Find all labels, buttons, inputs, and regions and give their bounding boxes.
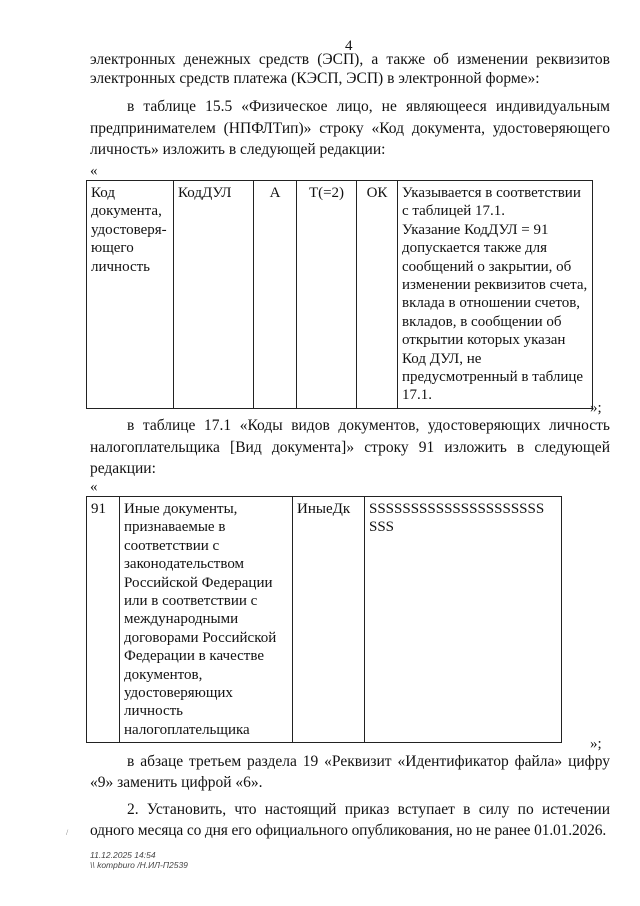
paragraph-continuation-line1: электронных денежных средств (ЭСП), а также об изменении реквизитов: [90, 51, 610, 68]
table-17-1-instruction-line3: редакции:: [90, 460, 156, 477]
closing-quote: »;: [590, 400, 602, 416]
table-15-5-instruction-line3: личность» изложить в следующей редакции:: [90, 141, 386, 158]
footer-timestamp: 11.12.2025 14:54: [90, 850, 156, 860]
closing-quote: »;: [590, 736, 602, 752]
table-15-5-instruction-line2: предпринимателем (НПФЛТип)» строку «Код документа, удостоверяющего: [90, 120, 610, 137]
paragraph-continuation-line2: электронных средств платежа (КЭСП, ЭСП) в электронной форме»:: [90, 70, 540, 87]
cell-document-name: Иные документы, признаваемые в соответствии с законодательством Российской Федерации или в соответствии с международными договорами Российской Федерации в качестве документов, удостоверяющих личность налогоплательщика: [120, 497, 293, 743]
table-17-1-instruction-line1: в таблице 17.1 «Коды видов документов, удостоверяющих личность: [127, 417, 610, 434]
cell-short-name: ИныеДк: [293, 497, 365, 743]
table-15-5-row: [86, 180, 593, 409]
document-footer: [90, 850, 188, 870]
cell-series-number-format: SSSSSSSSSSSSSSSSSSSSS SSS: [365, 497, 562, 743]
table-row: [87, 497, 562, 743]
table-17-1-instruction-line2: налогоплательщика [Вид документа]» строку 91 изложить в следующей: [90, 439, 610, 456]
table-row: [87, 181, 593, 409]
table-15-5-instruction-line1: в таблице 15.5 «Физическое лицо, не являющееся индивидуальным: [127, 98, 610, 115]
footer-file-path: \\ kompburo /Н.ИЛ-П2539: [90, 860, 188, 870]
cell-required: ОК: [357, 181, 398, 409]
section-19-instruction-line2: «9» заменить цифрой «6».: [90, 774, 263, 791]
cell-notes: Указывается в соответствии с таблицей 17.1. Указание КодДУЛ = 91 допускается также для сообщений о закрытии, об изменении реквизитов счета, вклада в отношении счетов, вкладов, в сообщении об открытии которых указан Код ДУЛ, не предусмотренный в таблице 17.1.: [398, 181, 593, 409]
cell-type: A: [254, 181, 297, 409]
section-19-instruction-line1: в абзаце третьем раздела 19 «Реквизит «Идентификатор файла» цифру: [127, 753, 610, 770]
table-17-1-row: [86, 496, 562, 743]
margin-mark: /: [66, 828, 69, 837]
opening-quote: «: [90, 479, 98, 495]
cell-format: Т(=2): [297, 181, 357, 409]
page-number: 4: [345, 38, 353, 54]
opening-quote: «: [90, 163, 98, 179]
cell-code: 91: [87, 497, 120, 743]
cell-field-name: Код документа, удостоверя- ющего личность: [87, 181, 174, 409]
cell-tag-name: КодДУЛ: [174, 181, 254, 409]
effective-date-line1: 2. Установить, что настоящий приказ вступает в силу по истечении: [127, 801, 610, 818]
effective-date-line2: одного месяца со дня его официального опубликования, но не ранее 01.01.2026.: [90, 822, 607, 839]
